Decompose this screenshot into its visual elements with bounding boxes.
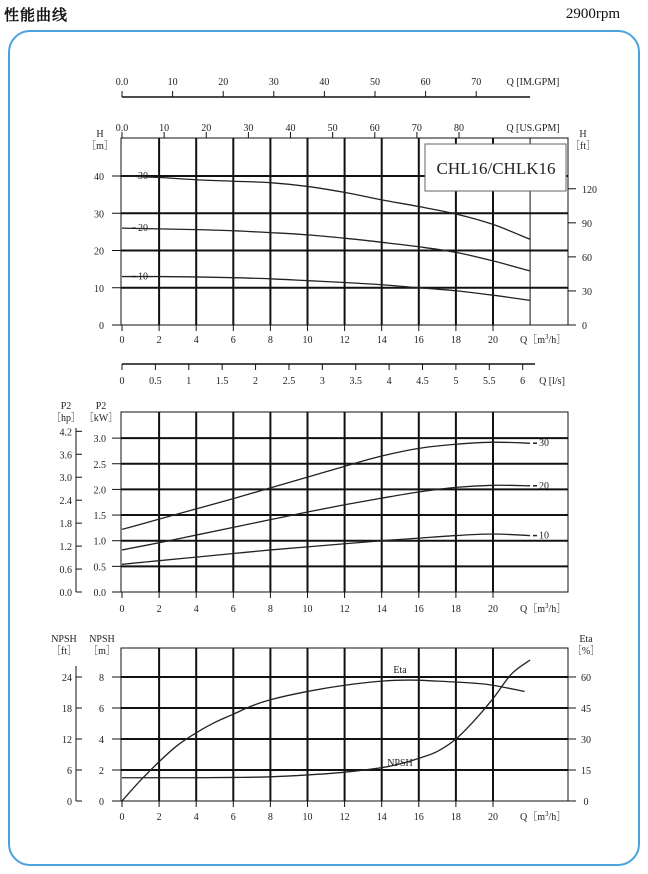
head-x-tick-label: 14 xyxy=(376,335,387,346)
us-gpm-tick-label: 40 xyxy=(285,123,296,134)
power-x-tick-label: 20 xyxy=(488,604,498,615)
im-gpm-axis-label: Q [IM.GPM] xyxy=(506,77,560,88)
im-gpm-tick-label: 50 xyxy=(370,77,381,88)
power-kw-tick-label: 2.5 xyxy=(93,459,106,471)
power-x-tick-label: 6 xyxy=(230,604,236,615)
power-kw-unit-label: P2 xyxy=(95,401,107,412)
npsh-ft-unit-label: NPSH xyxy=(51,634,77,645)
im-gpm-tick-label: 0.0 xyxy=(115,77,129,88)
ls-tick-label: 1.5 xyxy=(215,376,229,387)
head-x-tick-label: 16 xyxy=(413,335,424,346)
power-kw-tick-label: 1.0 xyxy=(93,536,106,548)
power-hp-tick-label: 0.0 xyxy=(59,588,72,599)
npsh-x-tick-label: 12 xyxy=(339,812,350,823)
ls-tick-label: 4.5 xyxy=(416,376,429,387)
eta-curve xyxy=(122,680,525,801)
head-x-tick-label: 18 xyxy=(450,335,461,346)
head-x-tick-label: 2 xyxy=(156,335,162,346)
q-m3h-axis-label: $Q[m^3/h]$ xyxy=(520,333,567,346)
ls-tick-label: 0 xyxy=(119,376,125,387)
npsh-ft-tick-label: 12 xyxy=(62,735,72,746)
head-ft-tick-label: 0 xyxy=(582,321,587,332)
head-ft-tick-label: 90 xyxy=(582,218,592,230)
head-ft-tick-label: 60 xyxy=(582,252,592,264)
power-x-tick-label: 8 xyxy=(267,604,273,615)
power-x-tick-label: 0 xyxy=(119,604,125,615)
npsh-m-tick-label: 0 xyxy=(99,797,104,808)
im-gpm-tick-label: 40 xyxy=(319,77,330,88)
npsh-m-unit-label: NPSH xyxy=(89,634,115,645)
page-title: 性能曲线 xyxy=(4,6,69,24)
ls-axis-label: Q [l/s] xyxy=(539,376,565,387)
im-gpm-tick-label: 70 xyxy=(471,77,482,88)
ls-tick-label: 6 xyxy=(520,376,526,387)
eta-tick-label: 30 xyxy=(581,734,591,746)
ls-tick-label: 3 xyxy=(319,376,325,387)
npsh-m-tick-label: 2 xyxy=(99,766,104,777)
ls-tick-label: 1 xyxy=(186,376,192,387)
npsh-m-unit-label: ［m］ xyxy=(88,646,116,657)
im-gpm-tick-label: 10 xyxy=(167,77,178,88)
power-hp-tick-label: 1.2 xyxy=(59,542,72,554)
head-y-tick-label: 0 xyxy=(99,321,104,332)
eta-unit-label: Eta xyxy=(579,634,593,645)
im-gpm-tick-label: 20 xyxy=(218,77,229,88)
npsh-x-tick-label: 18 xyxy=(450,812,461,823)
ls-tick-label: 2.5 xyxy=(282,376,296,387)
npsh-x-tick-label: 6 xyxy=(230,812,236,823)
head-y-tick-label: 40 xyxy=(94,172,104,183)
us-gpm-tick-label: 20 xyxy=(201,123,212,134)
ls-tick-label: 4 xyxy=(386,376,392,387)
head-x-tick-label: 0 xyxy=(119,335,125,346)
us-gpm-axis-label: Q [US.GPM] xyxy=(506,123,560,134)
us-gpm-tick-label: 60 xyxy=(369,123,380,134)
power-curve-label-10: 10 xyxy=(539,530,549,542)
power-hp-tick-label: 1.8 xyxy=(59,519,72,531)
us-gpm-tick-label: 30 xyxy=(243,123,254,134)
npsh-m-tick-label: 6 xyxy=(99,704,104,715)
eta-tick-label: 0 xyxy=(583,797,589,808)
eta-tick-label: 15 xyxy=(581,765,591,777)
npsh-m-tick-label: 4 xyxy=(99,735,104,746)
npsh-ft-tick-label: 0 xyxy=(67,797,72,808)
head-y-tick-label: 10 xyxy=(94,283,104,295)
eta-unit-label: ［%］ xyxy=(571,646,601,657)
power-hp-unit-label: ［hp］ xyxy=(51,413,81,424)
npsh-ft-tick-label: 18 xyxy=(62,704,72,715)
power-kw-tick-label: 1.5 xyxy=(93,511,106,523)
us-gpm-tick-label: 80 xyxy=(454,123,465,134)
ls-tick-label: 0.5 xyxy=(149,376,162,387)
head-x-tick-label: 4 xyxy=(193,335,199,346)
head-right-unit-label: ［ft］ xyxy=(569,141,597,152)
eta-tick-label: 60 xyxy=(581,672,591,684)
power-kw-tick-label: 2.0 xyxy=(93,485,106,497)
power-x-tick-label: 14 xyxy=(376,604,387,615)
npsh-x-tick-label: 4 xyxy=(193,812,199,823)
head-curve-label-20: 20 xyxy=(138,223,148,235)
head-curve-label-10: 10 xyxy=(138,271,148,283)
us-gpm-tick-label: 10 xyxy=(159,123,170,134)
power-kw-tick-label: 0.0 xyxy=(93,588,106,599)
head-y-tick-label: 20 xyxy=(94,246,104,258)
power-kw-tick-label: 3.0 xyxy=(93,434,106,446)
npsh-x-tick-label: 2 xyxy=(156,812,162,823)
power-hp-tick-label: 4.2 xyxy=(59,427,72,439)
power-kw-unit-label: ［kW］ xyxy=(83,413,119,424)
us-gpm-tick-label: 0.0 xyxy=(115,123,129,134)
us-gpm-tick-label: 70 xyxy=(411,123,422,134)
q-m3h-axis-label: $Q[m^3/h]$ xyxy=(520,810,567,823)
power-x-tick-label: 16 xyxy=(413,604,424,615)
power-hp-tick-label: 3.0 xyxy=(59,473,72,485)
power-x-tick-label: 4 xyxy=(193,604,199,615)
npsh-curve-label: NPSH xyxy=(387,758,413,769)
power-curve-10 xyxy=(122,534,530,564)
head-ft-tick-label: 30 xyxy=(582,286,592,298)
power-curve-label-20: 20 xyxy=(539,480,549,492)
power-hp-unit-label: P2 xyxy=(60,401,72,412)
im-gpm-tick-label: 60 xyxy=(420,77,431,88)
head-left-unit-label: ［m］ xyxy=(86,141,114,152)
power-x-tick-label: 18 xyxy=(450,604,461,615)
power-x-tick-label: 12 xyxy=(339,604,350,615)
head-left-unit-label: H xyxy=(96,129,104,140)
power-kw-tick-label: 0.5 xyxy=(93,562,106,574)
power-curve-label-30: 30 xyxy=(539,438,549,450)
q-m3h-axis-label: $Q[m^3/h]$ xyxy=(520,602,567,615)
npsh-x-tick-label: 20 xyxy=(488,812,498,823)
us-gpm-tick-label: 50 xyxy=(327,123,338,134)
ls-tick-label: 2 xyxy=(253,376,259,387)
head-x-tick-label: 6 xyxy=(230,335,236,346)
npsh-x-tick-label: 8 xyxy=(267,812,273,823)
speed-label: 2900rpm xyxy=(565,6,620,22)
head-y-tick-label: 30 xyxy=(94,209,104,221)
power-hp-tick-label: 2.4 xyxy=(59,496,72,508)
npsh-m-tick-label: 8 xyxy=(99,673,104,684)
head-x-tick-label: 12 xyxy=(339,335,350,346)
npsh-ft-tick-label: 6 xyxy=(67,766,72,777)
head-x-tick-label: 10 xyxy=(302,335,313,346)
npsh-ft-unit-label: ［ft］ xyxy=(50,646,78,657)
im-gpm-tick-label: 30 xyxy=(268,77,279,88)
power-x-tick-label: 2 xyxy=(156,604,162,615)
npsh-x-tick-label: 14 xyxy=(376,812,387,823)
eta-curve-label: Eta xyxy=(393,665,407,676)
head-right-unit-label: H xyxy=(579,129,587,140)
head-curve-label-30: 30 xyxy=(138,171,148,182)
ls-tick-label: 3.5 xyxy=(349,376,362,387)
eta-tick-label: 45 xyxy=(581,703,591,715)
head-ft-tick-label: 120 xyxy=(582,184,597,196)
npsh-ft-tick-label: 24 xyxy=(62,673,72,684)
power-x-tick-label: 10 xyxy=(302,604,313,615)
model-title: CHL16/CHLK16 xyxy=(436,159,556,178)
head-x-tick-label: 20 xyxy=(488,335,498,346)
power-hp-tick-label: 3.6 xyxy=(59,450,72,462)
ls-tick-label: 5.5 xyxy=(483,376,496,387)
npsh-x-tick-label: 16 xyxy=(413,812,424,823)
npsh-x-tick-label: 0 xyxy=(119,812,125,823)
npsh-x-tick-label: 10 xyxy=(302,812,313,823)
ls-tick-label: 5 xyxy=(453,376,459,387)
head-x-tick-label: 8 xyxy=(267,335,273,346)
power-hp-tick-label: 0.6 xyxy=(59,565,72,577)
